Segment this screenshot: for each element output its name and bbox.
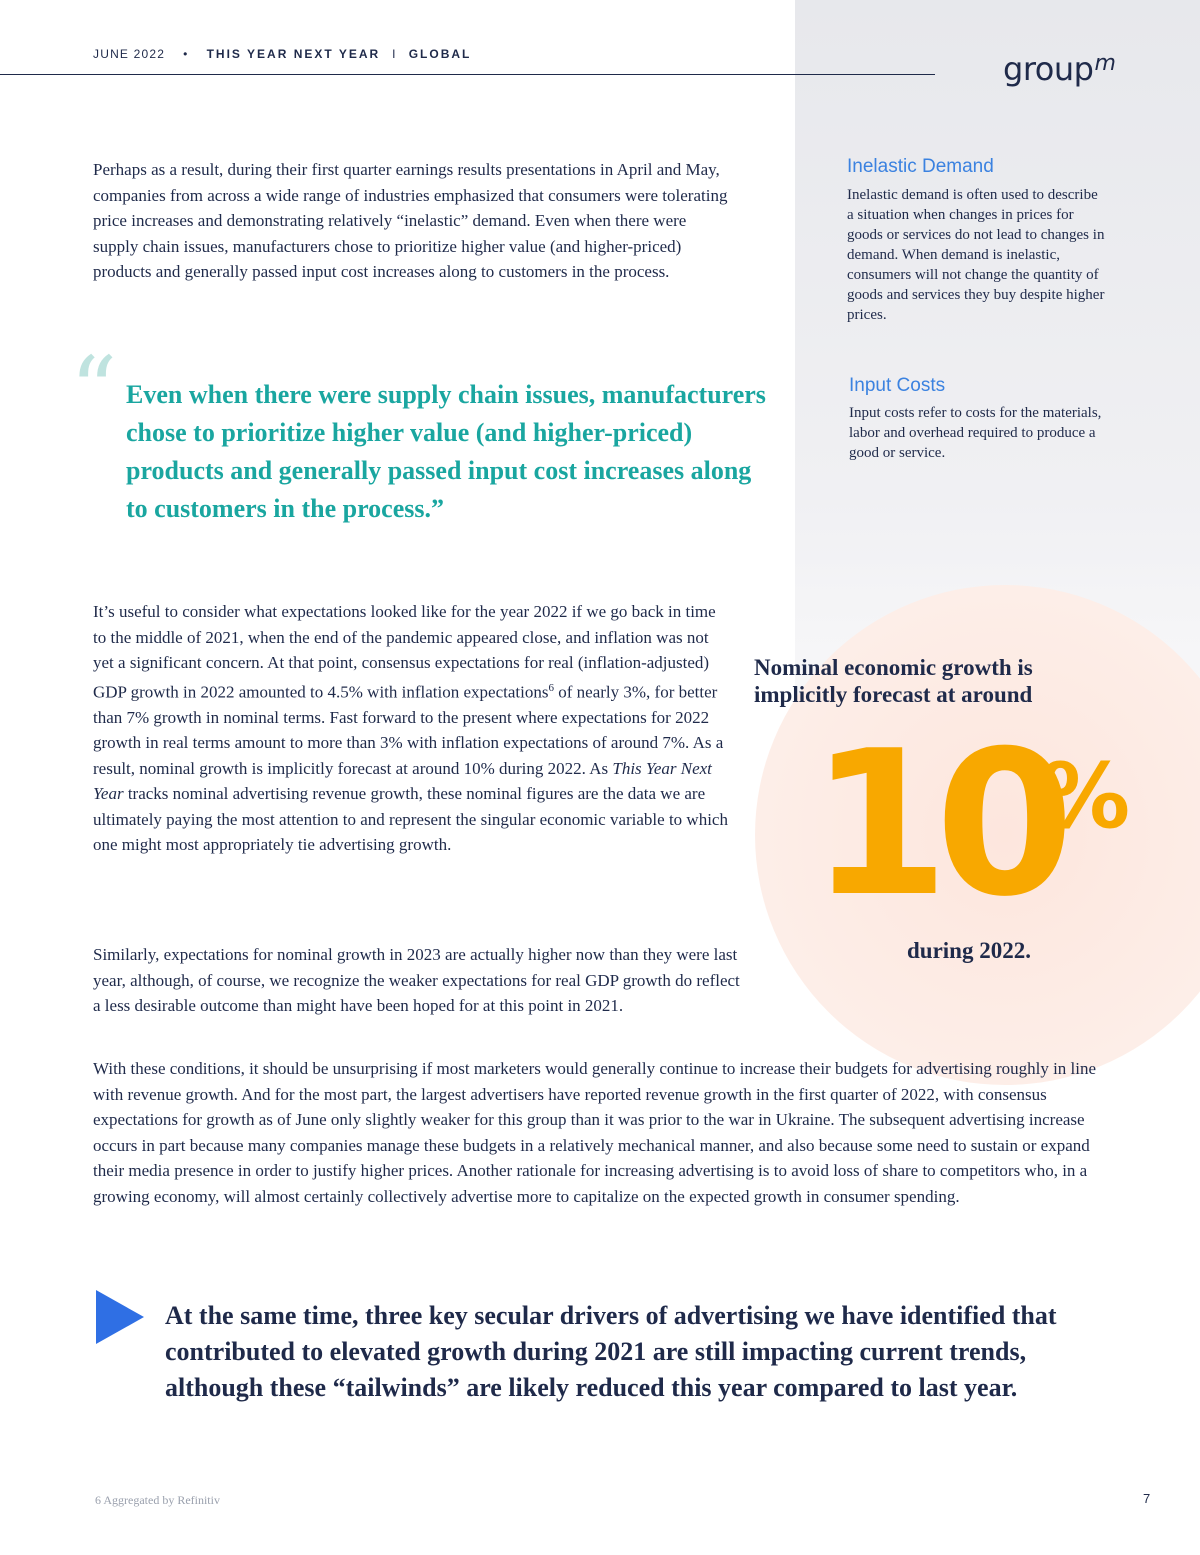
header-dot: • <box>183 47 189 61</box>
play-arrow-icon <box>96 1290 144 1344</box>
page-header <box>93 47 471 61</box>
header-date: JUNE 2022 <box>93 47 166 61</box>
header-region: GLOBAL <box>408 47 472 61</box>
footnote: 6 Aggregated by Refinitiv <box>95 1493 220 1507</box>
glossary-definition-inelastic-demand: Inelastic demand is often used to describe a situation when changes in prices for goods or services do not lead to changes in demand. When demand is inelastic, consumers will not change the quantity of goods and services they buy despite higher prices. <box>847 187 1105 323</box>
header-separator: I <box>392 47 397 61</box>
quote-mark-icon: “ <box>70 337 118 444</box>
body-paragraph-1: Perhaps as a result, during their first quarter earnings results presentations in April and May, companies from across a wide range of industries emphasized that consumers were tolerating price increases and demonstrating relatively “inelastic” demand. Even when there were supply chain issues, manufacturers chose to prioritize higher value (and higher-priced) products and generally passed input cost increases along to customers in the process. <box>93 160 728 281</box>
groupm-logo: group$^m$ <box>1003 50 1116 88</box>
pull-quote: Even when there were supply chain issues, manufacturers chose to prioritize higher value (and higher-priced) products and generally passed input cost increases along to customers in the process.” <box>126 380 766 523</box>
body-paragraph-4: With these conditions, it should be unsurprising if most marketers would generally continue to increase their budgets for advertising roughly in line with revenue growth. And for the most part, the largest advertisers have reported revenue growth in the first quarter of 2022, with consensus expectations for growth as of June only slightly weaker for this group than it was prior to the war in Ukraine. The subsequent advertising increase occurs in part because many companies manage these budgets in a relatively mechanical manner, and also because some need to sustain or expand their media presence in order to justify higher prices. Another rationale for increasing advertising is to avoid loss of share to competitors who, in a growing economy, will almost certainly collectively advertise more to capitalize on the expected growth in consumer spending. <box>93 1059 1097 1206</box>
body-paragraph-2: It’s useful to consider what expectations looked like for the year 2022 if we go back in time to the middle of 2021, when the end of the pandemic appeared close, and inflation was not yet a significant concern. At that point, consensus expectations for real (inflation-adjusted) GDP growth in 2022 amounted to 4.5% with inflation expectations$^6$ of nearly 3%, for better than 7% growth in nominal terms. Fast forward to the present where expectations for 2022 growth in real terms amount to more than 3% with inflation expectations of around 7%. As a result, nominal growth is implicitly forecast at around 10% during 2022. As This Year Next Year tracks nominal advertising revenue growth, these nominal figures are the data we are ultimately paying the most attention to and represent the singular economic variable to which one might most appropriately tie advertising growth. <box>93 602 728 855</box>
glossary-definition-input-costs: Input costs refer to costs for the materials, labor and overhead required to produce a good or service. <box>849 405 1102 461</box>
callout-value: 10 <box>810 708 1061 941</box>
callout-lead: Nominal economic growth is implicitly forecast at around <box>754 655 1033 707</box>
callout-unit: % <box>1040 744 1131 849</box>
header-publication: THIS YEAR NEXT YEAR <box>206 47 381 61</box>
page-number: 7 <box>1143 1491 1151 1506</box>
header-rule <box>0 74 935 75</box>
glossary-term-inelastic-demand: Inelastic Demand <box>847 156 994 177</box>
footnote-ref: 6 <box>548 681 554 694</box>
glossary-term-input-costs: Input Costs <box>849 375 946 396</box>
callout-tail: during 2022. <box>907 938 1031 963</box>
body-paragraph-3: Similarly, expectations for nominal growth in 2023 are actually higher now than they were last year, although, of course, we recognize the weaker expectations for real GDP growth do reflect a less desirable outcome than might have been hoped for at this point in 2021. <box>93 945 740 1015</box>
highlight-statement: At the same time, three key secular drivers of advertising we have identified that contributed to elevated growth during 2021 are still impacting current trends, although these “tailwinds” are likely reduced this year compared to last year. <box>165 1301 1057 1402</box>
